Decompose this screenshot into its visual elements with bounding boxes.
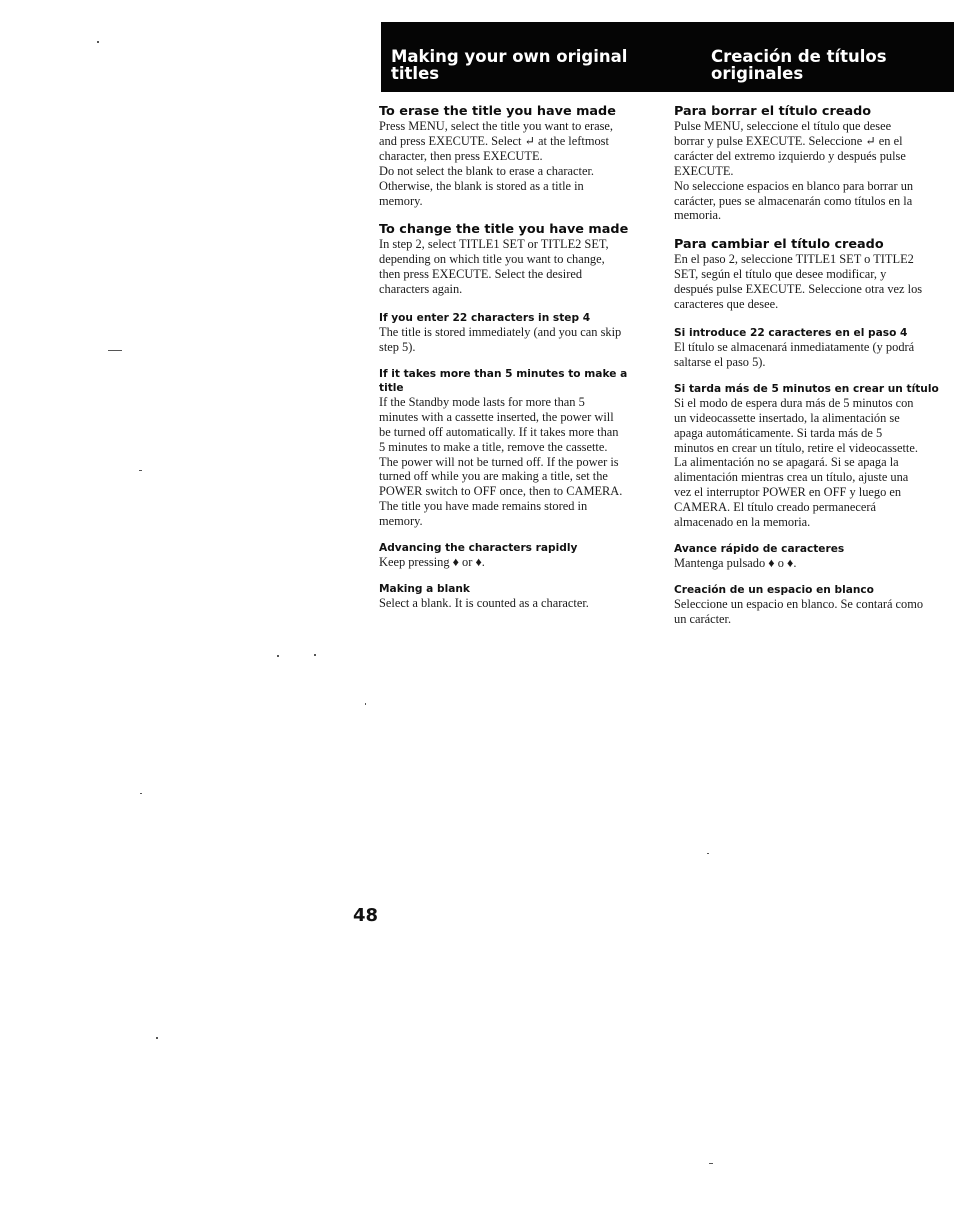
- scan-speck: [97, 41, 99, 43]
- scan-speck: [277, 655, 279, 657]
- scan-speck: [314, 654, 316, 656]
- scan-speck: [707, 853, 709, 854]
- five-min-heading: If it takes more than 5 minutes to make a title: [379, 367, 628, 394]
- advance-body-es: Mantenga pulsado ♦ o ♦.: [674, 555, 797, 570]
- spanish-column: [674, 104, 944, 627]
- erase-heading-es: Para borrar el título creado: [674, 104, 872, 119]
- advance-heading: Advancing the characters rapidly: [379, 542, 578, 555]
- scan-speck: [139, 470, 142, 471]
- change-heading-es: Para cambiar el título creado: [674, 237, 884, 253]
- title-english: [391, 48, 627, 82]
- enter22-body: The title is stored immediately (and you can skip step 5).: [379, 325, 622, 354]
- enter22-heading: If you enter 22 characters in step 4: [379, 312, 591, 325]
- erase-body: Press MENU, select the title you want to erase, and press EXECUTE. Select ↵ at the leftmost character, then press EXECUTE. Do not select the blank to erase a character. Otherwise, the blank is stored as a title in memory.: [379, 119, 613, 208]
- change-body: In step 2, select TITLE1 SET or TITLE2 SET, depending on which title you want to change, then press EXECUTE. Select the desired characters again.: [379, 237, 609, 297]
- english-column: [379, 104, 651, 611]
- title-english-line2: titles: [391, 64, 440, 83]
- title-spanish: [711, 48, 887, 82]
- title-spanish-line1: Creación de títulos: [711, 47, 887, 66]
- blank-body-es: Seleccione un espacio en blanco. Se contará como un carácter.: [674, 596, 924, 626]
- page-number: 48: [353, 905, 379, 926]
- five-min-body-es: Si el modo de espera dura más de 5 minutos con un videocassette insertado, la alimentación se apaga automáticamente. Si tarda más de 5 minutos en crear un título, retire el videocassette. La alimentación no se apagará. Si se apaga la alimentación mientras crea un título, ajuste una vez el interruptor POWER en OFF y luego en CAMERA. El título creado permanecerá almacenado en la memoria.: [674, 395, 918, 530]
- blank-body: Select a blank. It is counted as a character.: [379, 595, 589, 610]
- scan-speck: [365, 703, 366, 705]
- five-min-heading-es: Si tarda más de 5 minutos en crear un título: [674, 382, 939, 395]
- advance-heading-es: Avance rápido de caracteres: [674, 542, 845, 555]
- blank-heading-es: Creación de un espacio en blanco: [674, 583, 874, 596]
- change-heading: To change the title you have made: [379, 222, 629, 238]
- five-min-body: If the Standby mode lasts for more than 5 minutes with a cassette inserted, the power will be turned off automatically. If it takes more than 5 minutes to make a title, remove the cassette. The power will not be turned off. If the power is turned off while you are making a title, set the POWER switch to OFF once, then to CAMERA. The title you have made remains stored in memory.: [379, 394, 623, 529]
- advance-body: Keep pressing ♦ or ♦.: [379, 555, 485, 570]
- scan-speck: [140, 793, 142, 794]
- erase-heading: To erase the title you have made: [379, 104, 616, 119]
- scan-speck: [156, 1037, 158, 1039]
- blank-heading: Making a blank: [379, 582, 470, 595]
- scan-speck: [108, 350, 122, 351]
- enter22-heading-es: Si introduce 22 caracteres en el paso 4: [674, 326, 908, 339]
- change-body-es: En el paso 2, seleccione TITLE1 SET o TITLE2 SET, según el título que desee modificar, y después pulse EXECUTE. Seleccione otra vez los caracteres que desee.: [674, 252, 923, 312]
- title-english-line1: Making your own original: [391, 47, 628, 66]
- erase-body-es: Pulse MENU, seleccione el título que desee borrar y pulse EXECUTE. Seleccione ↵ en el carácter del extremo izquierdo y después pulse EXECUTE. No seleccione espacios en blanco para borrar un carácter, pues se almacenarán como títulos en la memoria.: [674, 119, 914, 223]
- scan-speck: [709, 1163, 713, 1164]
- title-spanish-line2: originales: [711, 64, 804, 83]
- header-bar: [381, 22, 954, 92]
- enter22-body-es: El título se almacenará inmediatamente (y podrá saltarse el paso 5).: [674, 339, 915, 369]
